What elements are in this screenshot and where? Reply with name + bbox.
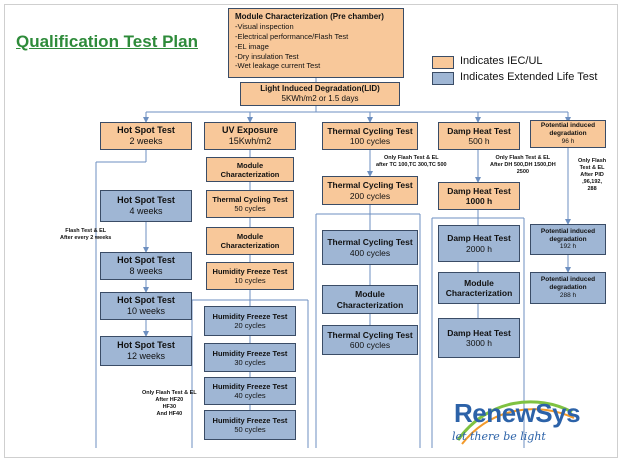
module-char-item: -EL image — [235, 41, 269, 51]
note-hot-spot-flash — [60, 228, 111, 242]
module-characterization-box — [206, 227, 294, 255]
lid-box — [240, 82, 400, 106]
note-line: 2500 — [516, 168, 529, 175]
box-title: Hot Spot Test — [117, 195, 175, 206]
humidity-freeze-40-box — [204, 377, 296, 405]
damp-heat-2000-box — [438, 225, 520, 262]
humidity-freeze-20-box — [204, 306, 296, 336]
box-title: Damp Heat Test — [447, 125, 511, 136]
note-line: After DH 500,DH 1500,DH — [490, 161, 556, 168]
module-characterization-box — [438, 272, 520, 304]
legend-label-iec: Indicates IEC/UL — [460, 55, 543, 67]
box-sub: Characterization — [336, 299, 404, 310]
box-title: Humidity Freeze Test — [212, 312, 288, 321]
box-sub: 400 cycles — [349, 247, 391, 258]
box-sub: 96 h — [561, 137, 575, 145]
box-sub: 100 cycles — [349, 136, 391, 146]
box-title: Potential induced — [540, 227, 596, 235]
box-title: Humidity Freeze Test — [212, 382, 288, 391]
box-sub: 10 weeks — [126, 306, 166, 316]
legend-swatch-iec — [432, 56, 454, 69]
box-title: Humidity Freeze Test — [212, 267, 288, 276]
box-sub: 2 weeks — [129, 136, 163, 146]
box-title: Thermal Cycling Test — [327, 329, 413, 340]
humidity-freeze-50-box — [204, 410, 296, 440]
module-characterization-pre-chamber — [228, 8, 404, 78]
note-line: After PID — [580, 171, 604, 178]
box-title: Damp Heat Test — [447, 233, 511, 244]
legend-swatch-extended — [432, 72, 454, 85]
box-sub: 10 cycles — [234, 276, 266, 285]
humidity-freeze-30-box — [204, 343, 296, 372]
hot-spot-4-weeks-box — [100, 190, 192, 222]
module-char-item: -Visual inspection — [235, 22, 294, 32]
box-title: Thermal Cycling Test — [327, 125, 413, 136]
note-line: HF30 — [162, 403, 177, 410]
module-char-item: -Wet leakage current Test — [235, 61, 321, 71]
note-line: 288 — [587, 185, 597, 192]
box-sub: 12 weeks — [126, 351, 166, 361]
box-title: UV Exposure — [221, 125, 279, 136]
thermal-cycling-600-box — [322, 325, 418, 355]
note-line: Flash Test & EL — [65, 228, 107, 234]
box-title-2: degradation — [549, 235, 587, 243]
box-sub: Characterization — [220, 169, 280, 179]
box-sub: 600 cycles — [349, 340, 391, 350]
note-line: after TC 100,TC 300,TC 500 — [376, 161, 447, 168]
box-sub: 5KWh/m2 or 1.5 days — [281, 94, 359, 103]
box-title: Light Induced Degradation(LID) — [260, 84, 380, 94]
box-title: Potential induced — [540, 276, 596, 284]
thermal-cycling-50-box — [206, 190, 294, 218]
box-title: Humidity Freeze Test — [212, 416, 288, 425]
page-title: Qualification Test Plan — [16, 32, 198, 51]
logo-tagline: let there be light — [452, 430, 546, 443]
box-title: Module — [355, 289, 385, 300]
damp-heat-500-box — [438, 122, 520, 150]
box-title: Module — [236, 160, 264, 170]
thermal-cycling-400-box — [322, 230, 418, 265]
pid-288-box — [530, 272, 606, 304]
box-title: Hot Spot Test — [117, 255, 175, 266]
note-dh-flash — [490, 155, 556, 176]
box-sub: Characterization — [220, 241, 280, 250]
hot-spot-10-weeks-box — [100, 292, 192, 320]
box-sub: 30 cycles — [234, 357, 266, 367]
box-sub: 50 cycles — [234, 204, 266, 213]
box-title: Module — [236, 232, 264, 241]
hot-spot-8-weeks-box — [100, 252, 192, 280]
damp-heat-1000-box — [438, 182, 520, 210]
box-sub: 2000 h — [466, 243, 492, 254]
box-title: Hot Spot Test — [117, 340, 175, 351]
box-title: Thermal Cycling Test — [327, 237, 413, 248]
module-characterization-box — [206, 157, 294, 182]
box-title: Module — [464, 277, 494, 288]
module-char-heading: Module Characterization (Pre chamber) — [235, 12, 384, 21]
box-sub: 4 weeks — [129, 206, 163, 216]
box-sub: 192 h — [559, 243, 577, 251]
box-sub: Characterization — [445, 288, 513, 298]
hot-spot-2-weeks-box — [100, 122, 192, 150]
box-title-2: degradation — [549, 130, 587, 138]
note-line: Only Flash Test & EL — [384, 155, 439, 161]
thermal-cycling-100-box — [322, 122, 418, 150]
thermal-cycling-200-box — [322, 176, 418, 205]
uv-exposure-box — [204, 122, 296, 150]
box-title: Hot Spot Test — [117, 125, 175, 136]
box-sub: 500 h — [468, 136, 490, 146]
note-hf-flash — [142, 390, 197, 418]
box-sub: 15Kwh/m2 — [228, 136, 272, 146]
box-title-2: degradation — [549, 284, 587, 292]
note-line: Only Flash Test & EL — [142, 390, 197, 396]
note-line: Only Flash Test & EL — [495, 155, 551, 161]
note-line: Test & EL — [579, 164, 605, 171]
note-line: After HF20 — [155, 396, 184, 403]
box-sub: 50 cycles — [234, 425, 266, 434]
box-sub: 288 h — [559, 291, 577, 299]
module-characterization-box — [322, 285, 418, 314]
note-line: And HF40 — [156, 410, 183, 417]
note-line: ,96,192, — [582, 178, 602, 185]
note-line: Only Flash — [578, 158, 607, 164]
pid-96-box — [530, 120, 606, 148]
box-sub: 40 cycles — [234, 391, 266, 400]
box-sub: 3000 h — [466, 338, 492, 348]
box-title: Potential induced — [540, 122, 596, 130]
box-sub: 1000 h — [465, 196, 493, 206]
box-title: Humidity Freeze Test — [212, 348, 288, 358]
box-title: Thermal Cycling Test — [212, 195, 288, 204]
note-pid-flash — [578, 158, 606, 192]
legend-label-extended: Indicates Extended Life Test — [460, 71, 598, 83]
module-char-item: -Dry insulation Test — [235, 51, 299, 61]
box-title: Damp Heat Test — [447, 185, 511, 196]
note-tc-flash — [376, 155, 447, 169]
logo-brand-name: RenewSys — [454, 398, 581, 428]
hot-spot-12-weeks-box — [100, 336, 192, 366]
box-title: Hot Spot Test — [117, 295, 175, 306]
humidity-freeze-10-box — [206, 262, 294, 290]
box-sub: 200 cycles — [349, 190, 391, 201]
pid-192-box — [530, 224, 606, 255]
module-char-item: -Electrical performance/Flash Test — [235, 32, 349, 42]
box-title: Thermal Cycling Test — [327, 180, 413, 191]
note-line: After every 2 weeks — [60, 234, 112, 241]
box-title: Damp Heat Test — [447, 327, 511, 338]
box-sub: 20 cycles — [234, 321, 266, 330]
box-sub: 8 weeks — [129, 266, 163, 276]
damp-heat-3000-box — [438, 318, 520, 358]
